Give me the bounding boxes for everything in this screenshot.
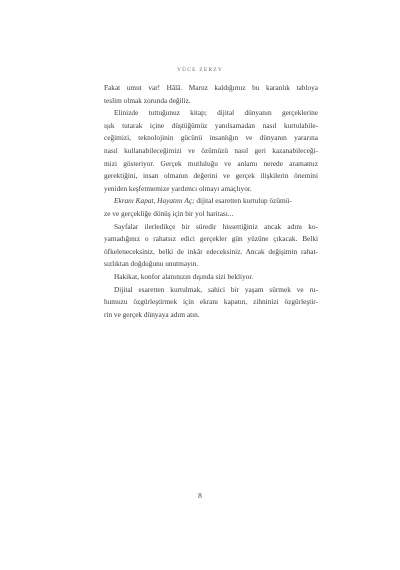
text-line: sızlıktan doğduğunu unutmayın. — [104, 259, 199, 269]
body-text — [104, 82, 318, 321]
running-header: YÜCE ZERZY — [176, 67, 224, 73]
text-line: teslim olmak zorunda değiliz. — [104, 95, 191, 105]
text-line: Fakat umut var! Hâlâ. Maruz kaldığımız bu karanlık tabloya — [104, 83, 318, 92]
text-line: gerektiğini, insan olmanın değerini ve gerçek ilişkilerin önemini — [104, 171, 318, 181]
text-line: Elinizde tuttuğunuz kitap; dijital dünyanın gerçeklerine — [114, 108, 318, 118]
text-line: Dijital esaretten kurtulmak, sahici bir yaşam sürmek ve ru- — [114, 284, 318, 294]
text-line: yeniden keşfetmemize yardımcı olmayı amaçlıyor. — [104, 183, 252, 193]
text-line: rin ve gerçek dünyaya adım atın. — [104, 309, 200, 319]
text-line — [104, 195, 318, 208]
text-line: Sayfalar ilerledikçe bir süredir hissettiğiniz ancak adını ko- — [114, 221, 318, 231]
text-line: ze ve gerçekliğe dönüş için bir yol haritası... — [104, 208, 234, 218]
text-line: humuzu özgürleştirmek için ekranı kapatın, zihninizi özgürleştir- — [104, 297, 318, 307]
text-line: ışık tutarak içine düştüğümüz yanılsamadan nasıl kurtulabile- — [104, 120, 318, 130]
italic-phrase: Ekranı Kapat, Hayatını Aç; — [114, 196, 195, 206]
text-line: öfkeleneceksiniz, belki de inkâr edeceksiniz. Ancak değişimin rahat- — [104, 246, 318, 256]
text-line: Hakikat, konfor alanınızın dışında sizi bekliyor. — [114, 271, 254, 281]
text-line-rest: dijital esaretten kurtulup özümü- — [196, 196, 292, 206]
text-line: yamadığınız o rahatsız edici gerçekler gün yüzüne çıkacak. Belki — [104, 234, 318, 244]
page-number: 8 — [198, 491, 202, 500]
text-line: ceğimizi, teknolojinin gücünü insanlığın ve dünyanın yararına — [104, 133, 318, 143]
text-line: mizi gösteriyor. Gerçek mutluluğu ve anlamı nerede aramamız — [104, 158, 318, 168]
text-line: nasıl kullanabileceğimizi ve özümüzü nasıl geri kazanabileceği- — [104, 145, 318, 155]
